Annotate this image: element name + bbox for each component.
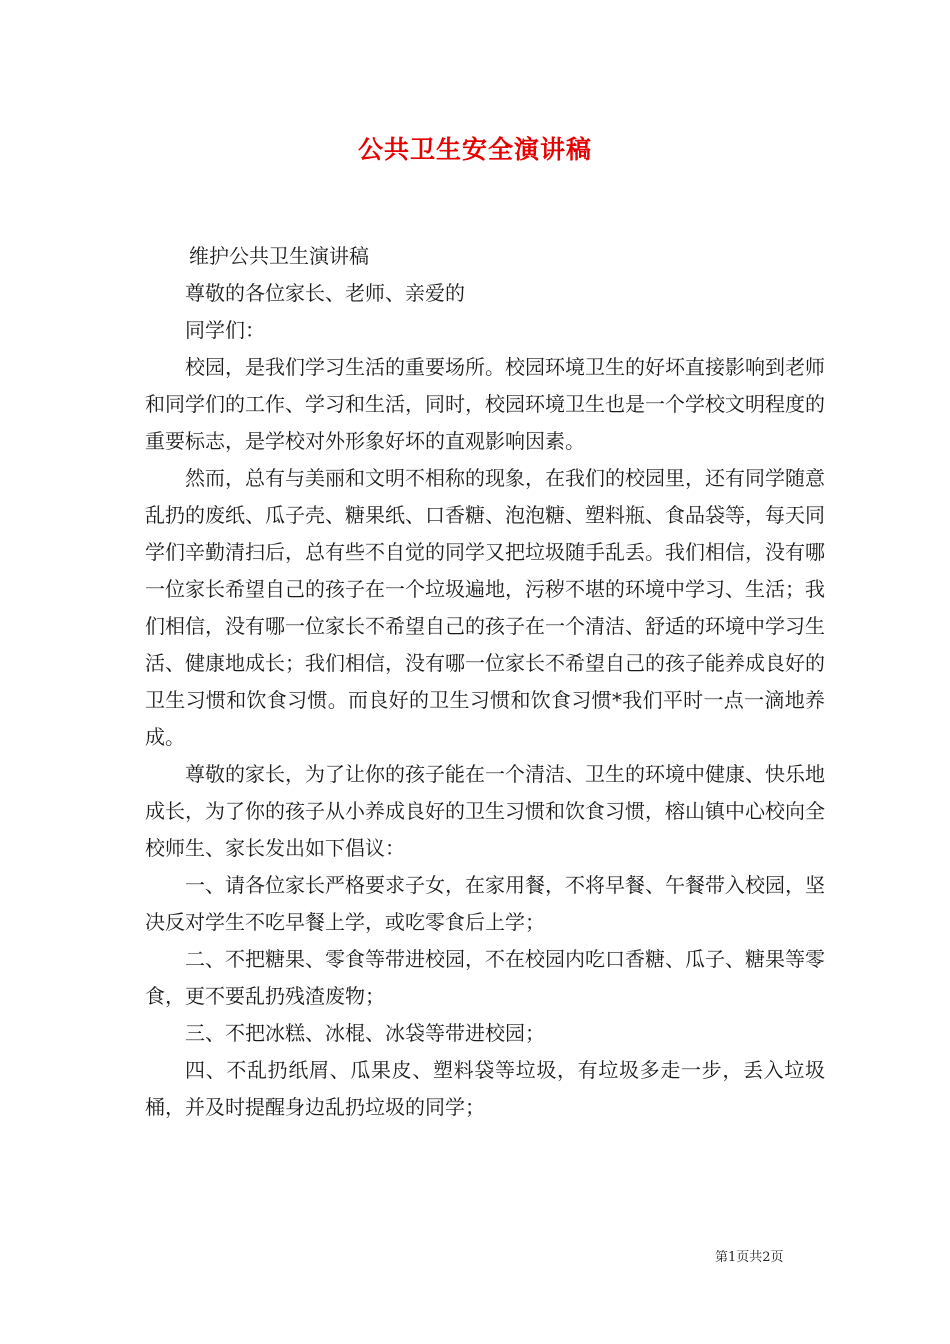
greeting-line-2: 同学们： xyxy=(185,318,265,342)
proposal-item-1: 一、请各位家长严格要求子女，在家用餐，不将早餐、午餐带入校园，坚决反对学生不吃早餐上学，或吃零食后上学； xyxy=(145,873,825,934)
body-paragraph: 校园，是我们学习生活的重要场所。校园环境卫生的好坏直接影响到老师和同学们的工作、学习和生活，同时，校园环境卫生也是一个学校文明程度的重要标志，是学校对外形象好坏的直观影响因素。 xyxy=(145,355,825,453)
proposal-item-4: 四、不乱扔纸屑、瓜果皮、塑料袋等垃圾，有垃圾多走一步，丢入垃圾桶，并及时提醒身边乱扔垃圾的同学； xyxy=(145,1058,825,1119)
document-body xyxy=(145,238,825,1126)
body-paragraph: 尊敬的家长，为了让你的孩子能在一个清洁、卫生的环境中健康、快乐地成长，为了你的孩子从小养成良好的卫生习惯和饮食习惯，榕山镇中心校向全校师生、家长发出如下倡议： xyxy=(145,762,825,860)
greeting-line-1: 尊敬的各位家长、老师、亲爱的 xyxy=(185,281,465,305)
document-subtitle: 维护公共卫生演讲稿 xyxy=(189,244,369,268)
proposal-item-2: 二、不把糖果、零食等带进校园，不在校园内吃口香糖、瓜子、糖果等零食，更不要乱扔残渣废物； xyxy=(145,947,825,1008)
page-number: 第1页共2页 xyxy=(715,1250,784,1265)
body-paragraph: 然而，总有与美丽和文明不相称的现象，在我们的校园里，还有同学随意乱扔的废纸、瓜子壳、糖果纸、口香糖、泡泡糖、塑料瓶、食品袋等，每天同学们辛勤清扫后，总有些不自觉的同学又把垃圾随手乱丢。我们相信，没有哪一位家长希望自己的孩子在一个垃圾遍地，污秽不堪的环境中学习、生活；我们相信，没有哪一位家长不希望自己的孩子在一个清洁、舒适的环境中学习生活、健康地成长；我们相信，没有哪一位家长不希望自己的孩子能养成良好的卫生习惯和饮食习惯。而良好的卫生习惯和饮食习惯*我们平时一点一滴地养成。 xyxy=(145,466,825,749)
page-title: 公共卫生安全演讲稿 xyxy=(357,135,592,164)
proposal-item-3: 三、不把冰糕、冰棍、冰袋等带进校园； xyxy=(185,1021,545,1045)
